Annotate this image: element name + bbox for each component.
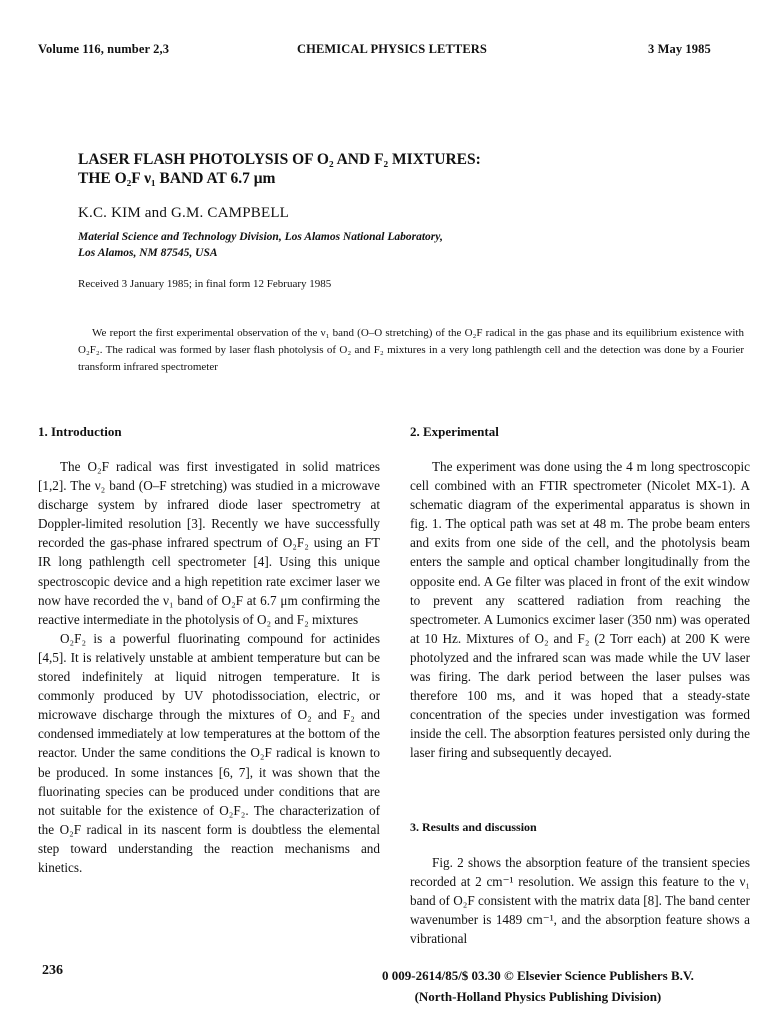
volume-number: Volume 116, number 2,3 — [38, 42, 170, 56]
experimental-body — [410, 457, 750, 763]
article-title: LASER FLASH PHOTOLYSIS OF O₂ AND F₂ MIXTURES: THE O₂F ν₁ BAND AT 6.7 μm — [78, 151, 481, 187]
issue-date: 3 May 1985 — [648, 42, 711, 56]
paragraph: Fig. 2 shows the absorption feature of the transient species recorded at 2 cm⁻¹ resolution. We assign this feature to the ν₁ band of O₂F consistent with the matrix data [8]. The band center wavenumber is 1489 cm⁻¹, and the absorption feature shows a vibrational — [410, 855, 750, 947]
paragraph: The O₂F radical was first investigated in solid matrices [1,2]. The ν₂ band (O–F stretching) was studied in a microwave discharge system by infrared diode laser spectrometry at Doppler-limited resolution [3]. Recently we have successfully recorded the gas-phase infrared spectrum of O₂F₂ using an FT IR long pathlength cell spectrometer [4]. Using this unique spectroscopic device and a high repetition rate excimer laser we now have recorded the ν₁ band of O₂F at 6.7 μm confirming the reactive intermediate in the photolysis of O₂ and F₂ mixtures — [38, 459, 380, 627]
page-number: 236 — [42, 963, 63, 978]
paragraph: O₂F₂ is a powerful fluorinating compound for actinides [4,5]. It is relatively unstable at ambient temperature but can be stored indefinitely at liquid nitrogen temperature. It is commonly produced by UV photodissociation, electric, or microwave discharge through the mixtures of O₂ and F₂ and condensed immediately at low temperatures at the bottom of the reactor. Under the same conditions the O₂F radical is known to be produced. In some instances [6, 7], it was shown that the fluorinating species can be produced under conditions that are not suitable for the existence of O₂F₂. The characterization of the O₂F radical in its nascent form is doubtless the elemental step toward understanding the reaction mechanisms and kinetics. — [38, 630, 380, 875]
authors: K.C. KIM and G.M. CAMPBELL — [78, 205, 290, 221]
section-heading-results: 3. Results and discussion — [410, 820, 537, 834]
section-heading-introduction: 1. Introduction — [38, 424, 122, 439]
publisher-info: 0 009-2614/85/$ 03.30 © Elsevier Science Publishers B.V. (North-Holland Physics Publishing Division) — [382, 968, 694, 1004]
results-body — [410, 853, 750, 948]
abstract: We report the first experimental observation of the ν₁ band (O–O stretching) of the O₂F radical in the gas phase and its equilibrium existence with O₂F₂. The radical was formed by laser flash photolysis of O₂ and F₂ mixtures in a very long pathlength cell and the detection was done by a Fourier transform infrared spectrometer — [78, 327, 744, 373]
introduction-body — [38, 457, 380, 877]
affiliation: Material Science and Technology Division, Los Alamos National Laboratory, Los Alamos, NM 87545, USA — [78, 231, 443, 259]
section-heading-experimental: 2. Experimental — [410, 424, 499, 439]
received-date: Received 3 January 1985; in final form 12 February 1985 — [78, 278, 332, 290]
journal-name: CHEMICAL PHYSICS LETTERS — [297, 42, 487, 56]
paragraph: The experiment was done using the 4 m long spectroscopic cell combined with an FTIR spectrometer (Nicolet MX-1). A schematic diagram of the experimental apparatus is shown in fig. 1. The optical path was set at 48 m. The probe beam enters and exits from one side of the cell, and the photolysis beam enters the sample and optical chamber longitudinally from the opposite end. A Ge filter was placed in front of the exit window to prevent any scattered radiation from reaching the spectrometer. A Lumonics excimer laser (350 nm) was operated at 10 Hz. Mixtures of O₂ and F₂ (2 Torr each) at 200 K were photolyzed and the infrared scan was made while the UV laser was firing. The dark period between the laser pulses was therefore 100 ms, and it was hoped that a steady-state concentration of the species under investigation was formed inside the cell. The absorption features persisted only during the laser firing and subsequently decayed. — [410, 459, 750, 761]
